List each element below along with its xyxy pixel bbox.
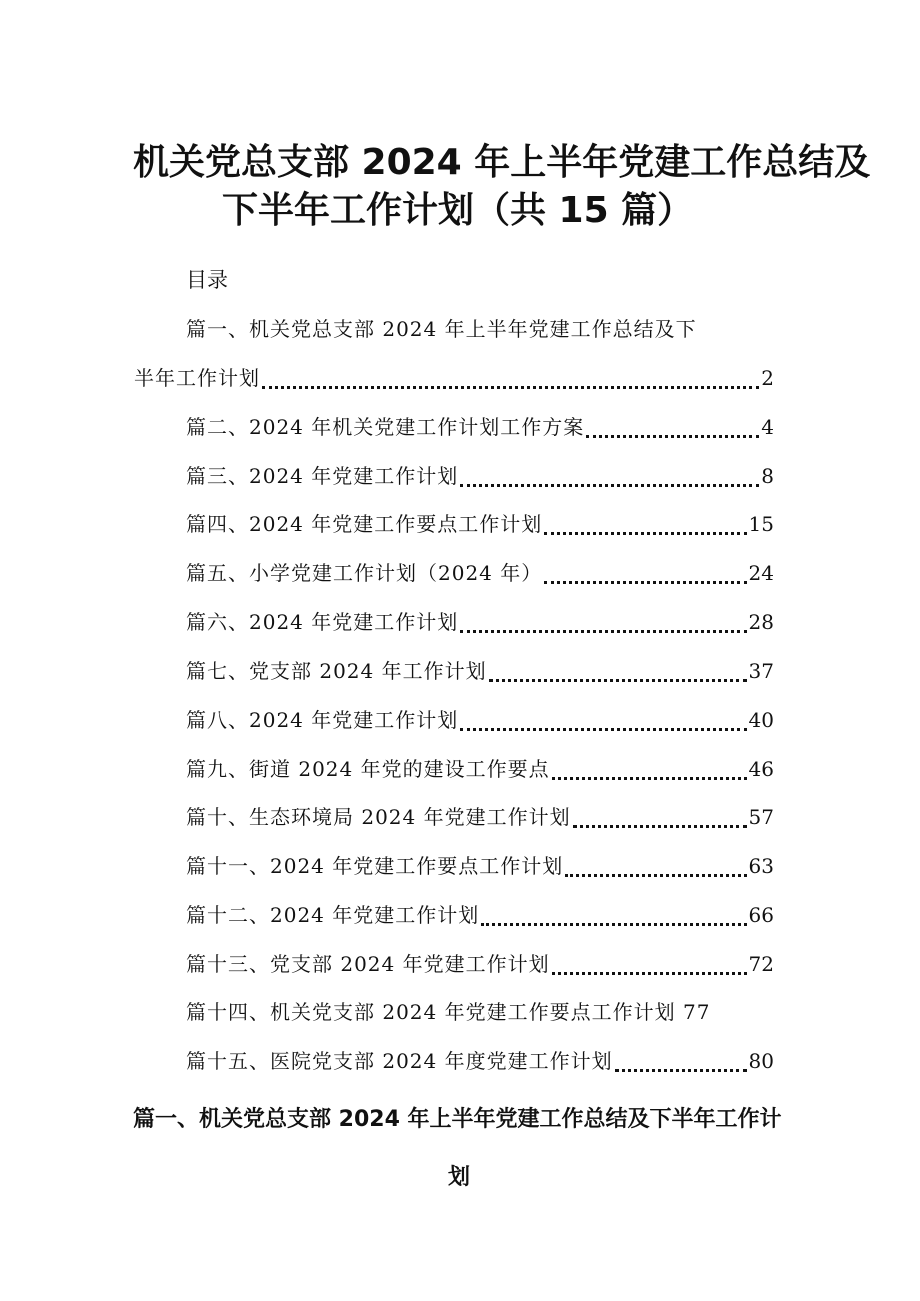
toc-entry-title: 篇十二、2024 年党建工作计划: [186, 903, 480, 927]
section-title-line-2: 划: [448, 1165, 471, 1190]
toc-entry-page: 24: [748, 561, 774, 585]
toc-entry-title: 篇三、2024 年党建工作计划: [186, 464, 459, 488]
toc-entry-title: 篇二、2024 年机关党建工作计划工作方案: [186, 415, 585, 439]
toc-entry-11[interactable]: [186, 851, 774, 881]
toc-entry-title: 篇十五、医院党支部 2024 年度党建工作计划: [186, 1049, 613, 1073]
toc-entry-page: 28: [748, 610, 774, 634]
toc-leader-dots: [489, 679, 747, 682]
document-title-line-2: 下半年工作计划（共 15 篇）: [222, 190, 694, 231]
toc-entry-page: 72: [748, 952, 774, 976]
toc-entry-title: 篇七、党支部 2024 年工作计划: [186, 659, 487, 683]
toc-entry-page: 63: [748, 854, 774, 878]
toc-entry-15[interactable]: [186, 1046, 774, 1076]
toc-leader-dots: [552, 777, 747, 780]
toc-entry-page: 40: [748, 708, 774, 732]
toc-entry-7[interactable]: [186, 656, 774, 686]
toc-entry-title: 半年工作计划: [134, 366, 260, 390]
toc-entry-10[interactable]: [186, 802, 774, 832]
toc-entry-page: 80: [748, 1049, 774, 1073]
toc-entry-1[interactable]: [134, 363, 774, 393]
toc-entry-page: 2: [761, 366, 774, 390]
toc-leader-dots: [573, 825, 747, 828]
toc-leader-dots: [262, 386, 759, 389]
toc-leader-dots: [544, 532, 746, 535]
toc-entry-title: 篇十四、机关党支部 2024 年党建工作要点工作计划 77: [186, 1000, 711, 1024]
toc-entry-title: 篇五、小学党建工作计划（2024 年）: [186, 561, 543, 585]
toc-leader-dots: [481, 923, 746, 926]
toc-heading: 目录: [186, 268, 228, 292]
toc-entry-9[interactable]: [186, 754, 774, 784]
toc-entry-6[interactable]: [186, 607, 774, 637]
toc-leader-dots: [460, 630, 746, 633]
toc-entry-1-line-1[interactable]: 篇一、机关党总支部 2024 年上半年党建工作总结及下: [186, 317, 697, 341]
toc-entry-13[interactable]: [186, 949, 774, 979]
toc-entry-title: 篇九、街道 2024 年党的建设工作要点: [186, 757, 550, 781]
document-title-line-1: 机关党总支部 2024 年上半年党建工作总结及: [133, 142, 871, 183]
toc-entry-title: 篇十一、2024 年党建工作要点工作计划: [186, 854, 564, 878]
toc-entry-page: 8: [761, 464, 774, 488]
toc-entry-8[interactable]: [186, 705, 774, 735]
toc-entry-page: 15: [748, 512, 774, 536]
toc-entry-14[interactable]: [186, 997, 774, 1027]
toc-entry-title: 篇八、2024 年党建工作计划: [186, 708, 459, 732]
toc-entry-title: 篇四、2024 年党建工作要点工作计划: [186, 512, 543, 536]
toc-entry-page: 66: [748, 903, 774, 927]
toc-entry-page: 46: [748, 757, 774, 781]
toc-leader-dots: [544, 581, 746, 584]
toc-leader-dots: [565, 874, 746, 877]
toc-leader-dots: [460, 484, 759, 487]
section-title-line-1: 篇一、机关党总支部 2024 年上半年党建工作总结及下半年工作计: [133, 1107, 782, 1132]
toc-leader-dots: [586, 435, 759, 438]
toc-leader-dots: [615, 1069, 747, 1072]
toc-entry-page: 4: [761, 415, 774, 439]
toc-entry-3[interactable]: [186, 461, 774, 491]
toc-leader-dots: [552, 972, 747, 975]
toc-entry-2[interactable]: [186, 412, 774, 442]
toc-entry-title: 篇六、2024 年党建工作计划: [186, 610, 459, 634]
toc-entry-title: 篇十三、党支部 2024 年党建工作计划: [186, 952, 550, 976]
toc-entry-page: 37: [748, 659, 774, 683]
toc-entry-title: 篇十、生态环境局 2024 年党建工作计划: [186, 805, 571, 829]
toc-entry-5[interactable]: [186, 558, 774, 588]
toc-entry-page: 57: [748, 805, 774, 829]
toc-entry-4[interactable]: [186, 509, 774, 539]
toc-leader-dots: [460, 728, 746, 731]
toc-entry-12[interactable]: [186, 900, 774, 930]
